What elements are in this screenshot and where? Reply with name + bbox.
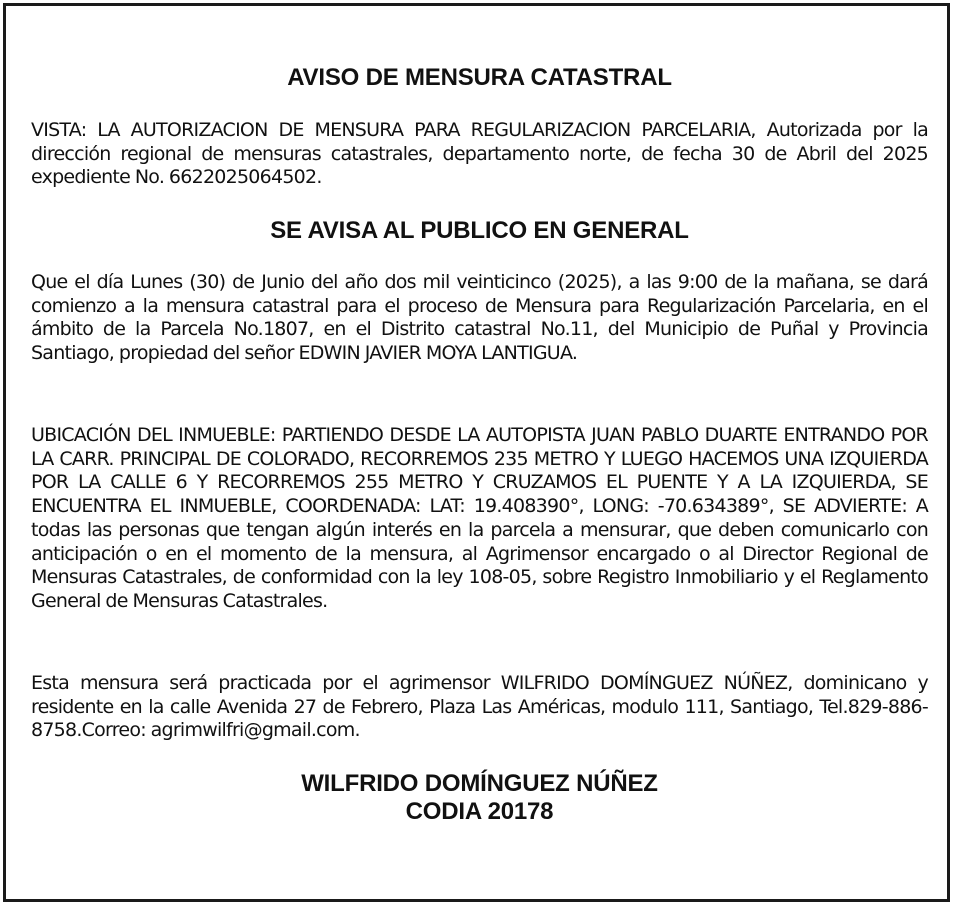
signature-codia: CODIA 20178	[405, 798, 554, 825]
notice-border	[3, 3, 950, 902]
notice-title: AVISO DE MENSURA CATASTRAL	[287, 64, 672, 91]
signature-name: WILFRIDO DOMÍNGUEZ NÚÑEZ	[301, 770, 658, 797]
paragraph-aviso: Que el día Lunes (30) de Junio del año dos mil veinticinco (2025), a las 9:00 de la mañana, se dará comienzo a la mensura catastral para el proceso de Mensura para Regularización Parcelaria, en el ámbito de la Parcela No.1807, en el Distrito catastral No.11, del Municipio de Puñal y Provincia Santiago, propiedad del señor EDWIN JAVIER MOYA LANTIGUA.	[31, 271, 928, 365]
paragraph-ubicacion: UBICACIÓN DEL INMUEBLE: PARTIENDO DESDE LA AUTOPISTA JUAN PABLO DUARTE ENTRANDO POR LA CARR. PRINCIPAL DE COLORADO, RECORREMOS 235 METRO Y LUEGO HACEMOS UNA IZQUIERDA POR LA CALLE 6 Y RECORREMOS 255 METRO Y CRUZAMOS EL PUENTE Y A LA IZQUIERDA, SE ENCUENTRA EL INMUEBLE, COORDENADA: LAT: 19.408390°, LONG: -70.634389°, SE ADVIERTE: A todas las personas que tengan algún interés en la parcela a mensurar, que deben comunicarlo con anticipación o en el momento de la mensura, al Agrimensor encargado o al Director Regional de Mensuras Catastrales, de conformidad con la ley 108-05, sobre Registro Inmobiliario y el Reglamento General de Mensuras Catastrales.	[31, 424, 928, 612]
paragraph-vista: VISTA: LA AUTORIZACION DE MENSURA PARA REGULARIZACION PARCELARIA, Autorizada por la dirección regional de mensuras catastrales, departamento norte, de fecha 30 de Abril del 2025 expediente No. 6622025064502.	[31, 119, 928, 189]
notice-subtitle: SE AVISA AL PUBLICO EN GENERAL	[270, 217, 689, 244]
paragraph-agrimensor: Esta mensura será practicada por el agrimensor WILFRIDO DOMÍNGUEZ NÚÑEZ, dominicano y residente en la calle Avenida 27 de Febrero, Plaza Las Américas, modulo 111, Santiago, Tel.829-886-8758.Correo: agrimwilfri@gmail.com.	[31, 672, 928, 742]
signature-block	[31, 770, 928, 826]
